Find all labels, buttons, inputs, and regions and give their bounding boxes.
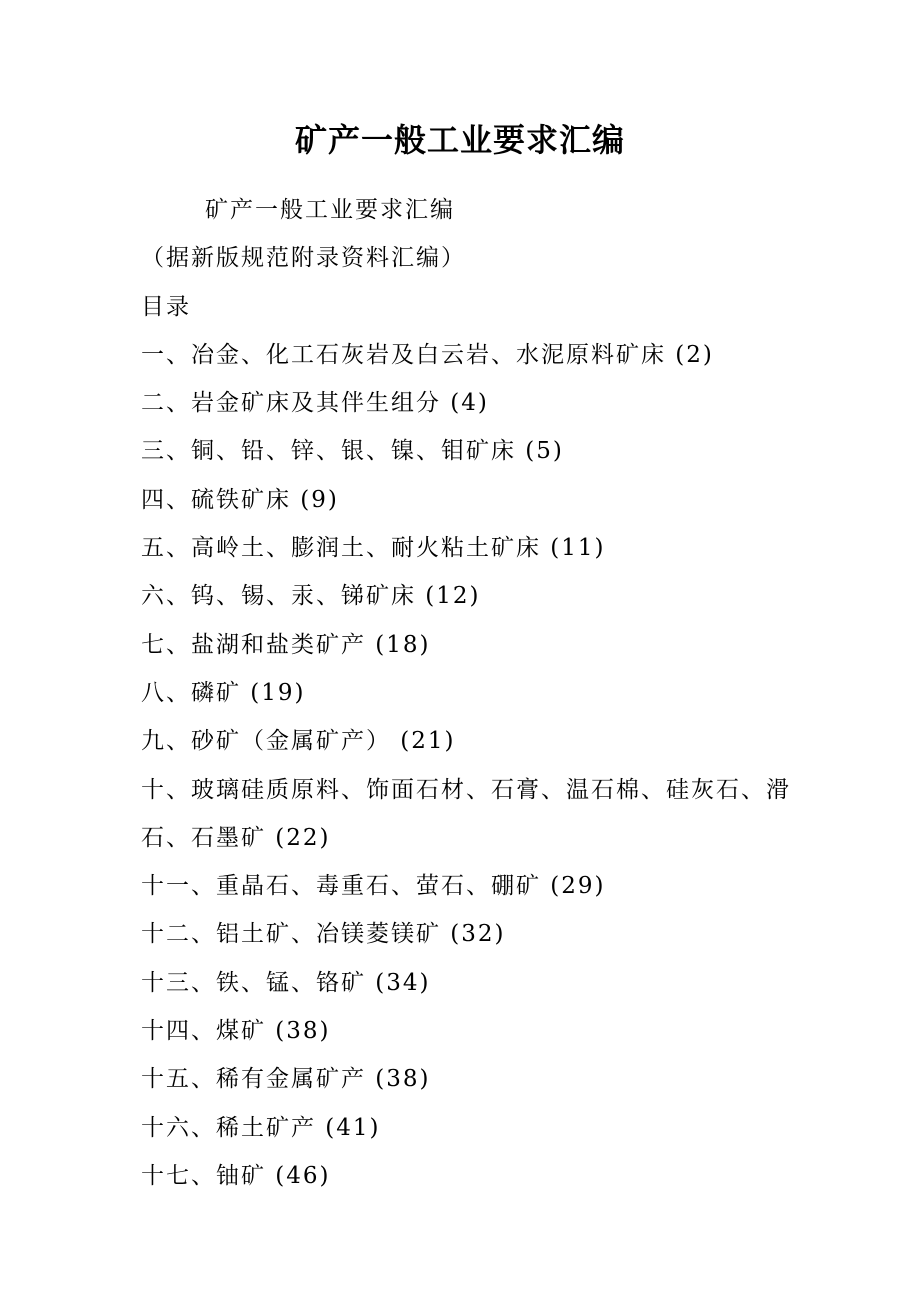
toc-item: 十四、煤矿 (38) [141, 1018, 331, 1045]
toc-heading: 目录 [141, 293, 191, 320]
toc-item: 十三、铁、锰、铬矿 (34) [141, 969, 431, 996]
document-title: 矿产一般工业要求汇编 [294, 121, 625, 159]
toc-item: 三、铜、铅、锌、银、镍、钼矿床 (5) [141, 438, 564, 465]
toc-item: 十五、稀有金属矿产 (38) [141, 1066, 431, 1093]
toc-item: 九、砂矿（金属矿产） (21) [141, 728, 456, 755]
document-subtitle: 矿产一般工业要求汇编 [205, 197, 455, 223]
toc-item: 五、高岭土、膨润土、耐火粘土矿床 (11) [141, 535, 606, 562]
toc-item: 八、磷矿 (19) [141, 679, 306, 706]
toc-item: 十二、铝土矿、冶镁菱镁矿 (32) [141, 921, 506, 948]
toc-item: 四、硫铁矿床 (9) [141, 486, 339, 513]
toc-item: 六、钨、锡、汞、锑矿床 (12) [141, 583, 481, 610]
document-body [141, 186, 801, 1200]
toc-item: 一、冶金、化工石灰岩及白云岩、水泥原料矿床 (2) [141, 341, 714, 368]
toc-item: 十、玻璃硅质原料、饰面石材、石膏、温石棉、硅灰石、滑石、石墨矿 (22) [141, 776, 791, 851]
toc-item: 十七、铀矿 (46) [141, 1162, 331, 1189]
toc-item: 十一、重晶石、毒重石、萤石、硼矿 (29) [141, 873, 606, 900]
document-note: （据新版规范附录资料汇编） [141, 245, 466, 272]
toc-item: 十六、稀土矿产 (41) [141, 1114, 381, 1141]
toc-item: 二、岩金矿床及其伴生组分 (4) [141, 390, 489, 417]
toc-item: 七、盐湖和盐类矿产 (18) [141, 631, 431, 658]
toc-list [141, 331, 801, 1200]
